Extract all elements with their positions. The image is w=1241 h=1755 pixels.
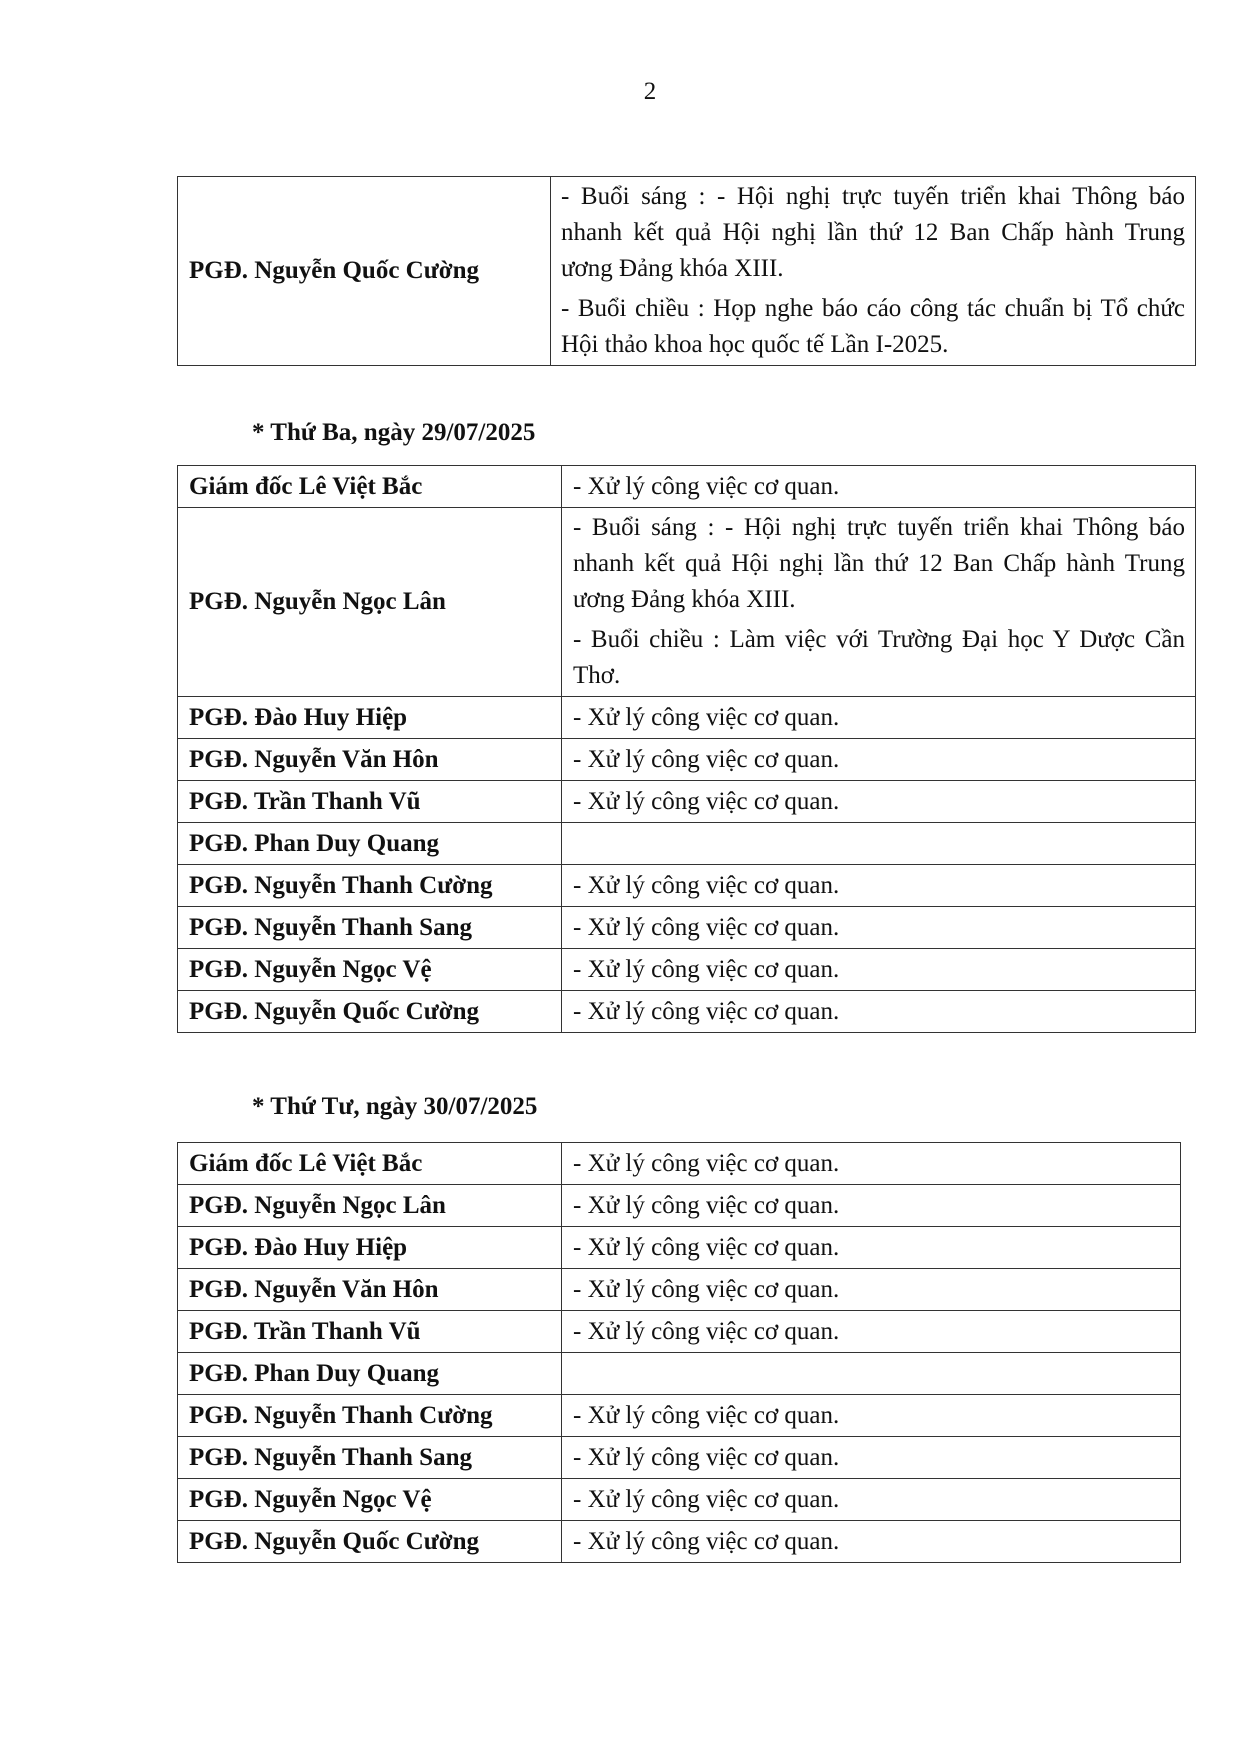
table-row: [178, 1395, 1181, 1437]
table-row: [178, 1437, 1181, 1479]
task-text: - Xử lý công việc cơ quan.: [573, 1401, 840, 1429]
table-row: [178, 1521, 1181, 1563]
official-name: PGĐ. Trần Thanh Vũ: [178, 1311, 562, 1353]
table-row: [178, 865, 1196, 907]
day-heading-wednesday: * Thứ Tư, ngày 30/07/2025: [252, 1093, 538, 1120]
task-cell: [562, 466, 1196, 508]
table-row: [178, 697, 1196, 739]
task-text: - Xử lý công việc cơ quan.: [573, 871, 840, 899]
official-name: PGĐ. Nguyễn Ngọc Lân: [178, 1185, 562, 1227]
task-cell: [562, 739, 1196, 781]
table-row: [178, 1143, 1181, 1185]
table-row: [178, 1311, 1181, 1353]
table-row: [178, 466, 1196, 508]
task-cell: [562, 1227, 1181, 1269]
task-cell: [562, 1437, 1181, 1479]
schedule-table-tuesday: [177, 465, 1196, 1033]
official-name: PGĐ. Nguyễn Thanh Sang: [178, 1437, 562, 1479]
official-name: PGĐ. Phan Duy Quang: [178, 823, 562, 865]
task-text: - Xử lý công việc cơ quan.: [573, 1149, 840, 1177]
table-row: [178, 177, 1196, 366]
official-name: PGĐ. Nguyễn Văn Hôn: [178, 739, 562, 781]
task-text: - Xử lý công việc cơ quan.: [573, 1317, 840, 1345]
official-name: PGĐ. Nguyễn Ngọc Vệ: [178, 1479, 562, 1521]
table-row: [178, 739, 1196, 781]
task-cell: [562, 1185, 1181, 1227]
task-text: - Xử lý công việc cơ quan.: [573, 1191, 840, 1219]
page-number: 2: [643, 78, 657, 105]
official-name: PGĐ. Đào Huy Hiệp: [178, 1227, 562, 1269]
official-name: PGĐ. Nguyễn Thanh Cường: [178, 1395, 562, 1437]
task-cell: [562, 991, 1196, 1033]
task-cell: [551, 177, 1196, 366]
task-text: - Xử lý công việc cơ quan.: [573, 472, 840, 500]
table-row: [178, 991, 1196, 1033]
official-name: PGĐ. Đào Huy Hiệp: [178, 697, 562, 739]
table-row: [178, 1185, 1181, 1227]
task-text: - Xử lý công việc cơ quan.: [573, 1443, 840, 1471]
table-row: [178, 823, 1196, 865]
task-cell: [562, 1395, 1181, 1437]
task-text: - Buổi chiều : Làm việc với Trường Đại học Y Dược Cần Thơ.: [573, 626, 1185, 689]
task-text: - Xử lý công việc cơ quan.: [573, 1527, 840, 1555]
task-cell: [562, 823, 1196, 865]
task-cell: [562, 1311, 1181, 1353]
task-cell: [562, 865, 1196, 907]
table-row: [178, 781, 1196, 823]
official-name: Giám đốc Lê Việt Bắc: [178, 1143, 562, 1185]
task-text: - Xử lý công việc cơ quan.: [573, 997, 840, 1025]
task-cell: [562, 907, 1196, 949]
task-text: - Buổi sáng : - Hội nghị trực tuyến triển khai Thông báo nhanh kết quả Hội nghị lần thứ 12 Ban Chấp hành Trung ương Đảng khóa XIII.: [561, 183, 1185, 282]
official-name: PGĐ. Trần Thanh Vũ: [178, 781, 562, 823]
table-row: [178, 1269, 1181, 1311]
table-row: [178, 508, 1196, 697]
official-name: PGĐ. Nguyễn Thanh Sang: [178, 907, 562, 949]
table-row: [178, 1353, 1181, 1395]
table-row: [178, 907, 1196, 949]
task-text: - Buổi chiều : Họp nghe báo cáo công tác chuẩn bị Tổ chức Hội thảo khoa học quốc tế Lần I-2025.: [561, 295, 1185, 358]
task-text: - Xử lý công việc cơ quan.: [573, 955, 840, 983]
official-name: PGĐ. Phan Duy Quang: [178, 1353, 562, 1395]
table-row: [178, 1479, 1181, 1521]
task-text: - Xử lý công việc cơ quan.: [573, 1275, 840, 1303]
day-heading-tuesday: * Thứ Ba, ngày 29/07/2025: [252, 419, 536, 446]
task-cell: [562, 508, 1196, 697]
task-text: - Xử lý công việc cơ quan.: [573, 787, 840, 815]
task-cell: [562, 697, 1196, 739]
table-row: [178, 1227, 1181, 1269]
official-name: PGĐ. Nguyễn Văn Hôn: [178, 1269, 562, 1311]
schedule-table-continued: [177, 176, 1196, 366]
task-cell: [562, 1521, 1181, 1563]
task-text: - Buổi sáng : - Hội nghị trực tuyến triển khai Thông báo nhanh kết quả Hội nghị lần thứ 12 Ban Chấp hành Trung ương Đảng khóa XIII.: [573, 514, 1185, 613]
official-name: PGĐ. Nguyễn Quốc Cường: [178, 1521, 562, 1563]
task-text: - Xử lý công việc cơ quan.: [573, 1233, 840, 1261]
official-name: PGĐ. Nguyễn Ngọc Lân: [178, 508, 562, 697]
table-row: [178, 949, 1196, 991]
task-cell: [562, 1269, 1181, 1311]
official-name: PGĐ. Nguyễn Quốc Cường: [178, 177, 551, 366]
official-name: PGĐ. Nguyễn Thanh Cường: [178, 865, 562, 907]
task-text: - Xử lý công việc cơ quan.: [573, 1485, 840, 1513]
official-name: PGĐ. Nguyễn Ngọc Vệ: [178, 949, 562, 991]
task-cell: [562, 781, 1196, 823]
task-text: - Xử lý công việc cơ quan.: [573, 913, 840, 941]
official-name: Giám đốc Lê Việt Bắc: [178, 466, 562, 508]
official-name: PGĐ. Nguyễn Quốc Cường: [178, 991, 562, 1033]
task-text: - Xử lý công việc cơ quan.: [573, 745, 840, 773]
task-cell: [562, 949, 1196, 991]
task-cell: [562, 1353, 1181, 1395]
task-cell: [562, 1479, 1181, 1521]
task-text: - Xử lý công việc cơ quan.: [573, 703, 840, 731]
schedule-table-wednesday: [177, 1142, 1181, 1563]
task-cell: [562, 1143, 1181, 1185]
